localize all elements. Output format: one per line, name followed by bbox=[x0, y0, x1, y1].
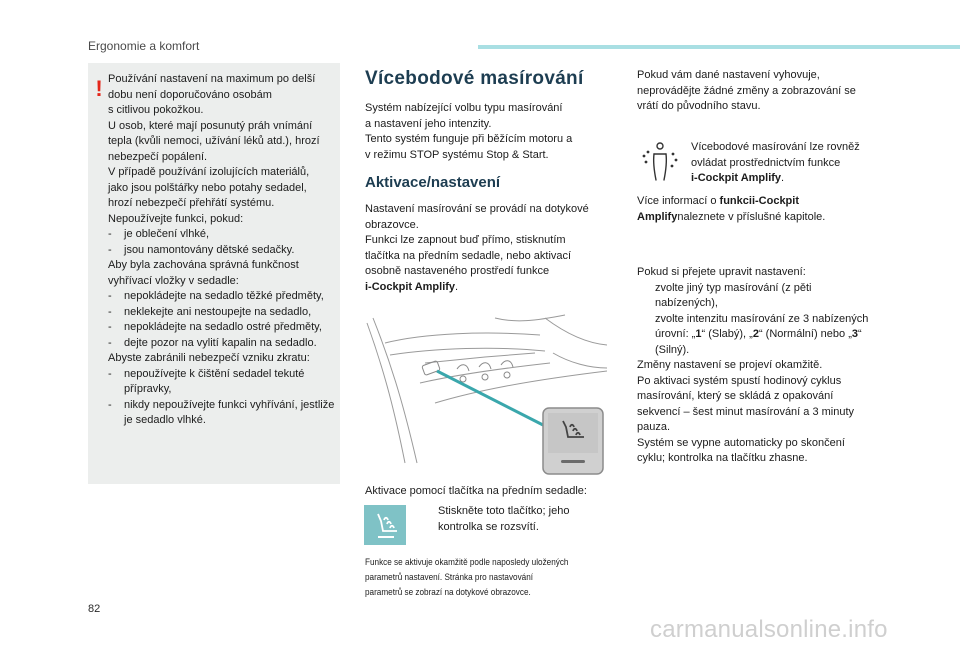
adjust-paragraph: Pokud si přejete upravit nastavení: zvolte jiný typ masírování (z pěti nabízených), zvolte intenzitu masírování ze 3 nabízených úrovní: „1“ (Slabý), „2“ (Normální) nebo „3“ (Silný). Změny nastavení se projeví okamžitě. Po aktivaci systém spustí hodinový cyklus masírování, který se skládá z opakování sekvencí – šest minut masírování a 3 minuty pauza. Systém se vypne automaticky po skončení cyklu; kontrolka na tlačítku zhasne. bbox=[637, 265, 907, 467]
list-item: - je oblečení vlhké, bbox=[108, 227, 338, 243]
warning-icon: ! bbox=[95, 76, 103, 101]
list-item: - nepoužívejte k čištění sedadel tekuté přípravky, bbox=[108, 367, 338, 398]
list-item: - dejte pozor na vylití kapalin na sedadlo. bbox=[108, 336, 338, 352]
seat-massage-button-icon bbox=[364, 505, 406, 545]
warning-text: Používání nastavení na maximum po delší dobu není doporučováno osobám s citlivou pokožkou. U osob, které mají posunutý práh vnímání tepla (kvůli nemoci, užívání léků atd.), hrozí nebezpečí popálení. V případě používání izolujících materiálů, jako jsou polštářky nebo potahy sedadel, hrozí nebezpečí přehřátí systému. Nepoužívejte funkci, pokud: - je oblečení vlhké, - jsou namontovány dětské sedačky. Aby byla zachována správná funkčnost vyhřívací vložky v sedadle: - nepokládejte na sedadlo těžké předměty, - neklekejte ani nestoupejte na sedadlo, - nepokládejte na sedadlo ostré předměty, - dejte pozor na vylití kapalin na sedadlo. Abyste zabránili nebezpečí vzniku zkratu: - nepoužívejte k čištění sedadel tekuté přípravky, - nikdy nepoužívejte funkci vyhřívání, jestliže je sedadlo vlhké. bbox=[108, 72, 338, 429]
activation-paragraph: Nastavení masírování se provádí na dotykové obrazovce. Funkci lze zapnout buď přímo, stisknutím tlačítka na předním sedadle, nebo aktivací osobně nastaveného prostředí funkce i-Cockpit Amplify. bbox=[365, 203, 589, 293]
list-item: - jsou namontovány dětské sedačky. bbox=[108, 243, 338, 259]
list-item: Stiskněte toto tlačítko; jeho kontrolka se rozsvítí. bbox=[438, 505, 570, 533]
list-item: - nikdy nepoužívejte funkci vyhřívání, jestliže je sedadlo vlhké. bbox=[108, 398, 338, 429]
list-item: zvolte intenzitu masírování ze 3 nabízených úrovní: „1“ (Slabý), „2“ (Normální) nebo „3“ (Silný). bbox=[655, 312, 869, 356]
list-item: zvolte jiný typ masírování (z pěti nabízených), bbox=[655, 281, 812, 309]
massage-person-icon bbox=[640, 140, 680, 186]
button-caption: Aktivace pomocí tlačítka na předním sedadle: bbox=[365, 485, 587, 497]
section-subtitle: Aktivace/nastavení bbox=[365, 174, 501, 191]
intro-paragraph: Systém nabízející volbu typu masírování a nastavení jeho intenzity. Tento systém funguje při běžícím motoru a v režimu STOP systému Stop & Start. bbox=[365, 102, 573, 161]
section-header: Ergonomie a komfort bbox=[88, 39, 200, 53]
more-info-paragraph: Více informací o funkcii-Cockpit Amplifynaleznete v příslušné kapitole. bbox=[637, 195, 826, 223]
revert-paragraph: Pokud vám dané nastavení vyhovuje, neprovádějte žádné změny a zobrazování se vrátí do původního stavu. bbox=[637, 69, 856, 112]
list-item: - neklekejte ani nestoupejte na sedadlo, bbox=[108, 305, 338, 321]
note-text: Funkce se aktivuje okamžitě podle naposledy uložených parametrů nastavení. Stránka pro nastavování parametrů se zobrazí na dotykové obrazovce. bbox=[365, 557, 569, 598]
page-number: 82 bbox=[88, 603, 101, 615]
list-item: - nepokládejte na sedadlo ostré předměty, bbox=[108, 320, 338, 336]
header-rule bbox=[478, 45, 960, 49]
icon-paragraph: Vícebodové masírování lze rovněž ovládat prostřednictvím funkce i-Cockpit Amplify. bbox=[691, 141, 860, 184]
watermark: carmanualsonline.info bbox=[650, 616, 888, 643]
seat-button-illustration bbox=[365, 313, 607, 477]
page-title: Vícebodové masírování bbox=[365, 68, 584, 89]
list-item: - nepokládejte na sedadlo těžké předměty, bbox=[108, 289, 338, 305]
